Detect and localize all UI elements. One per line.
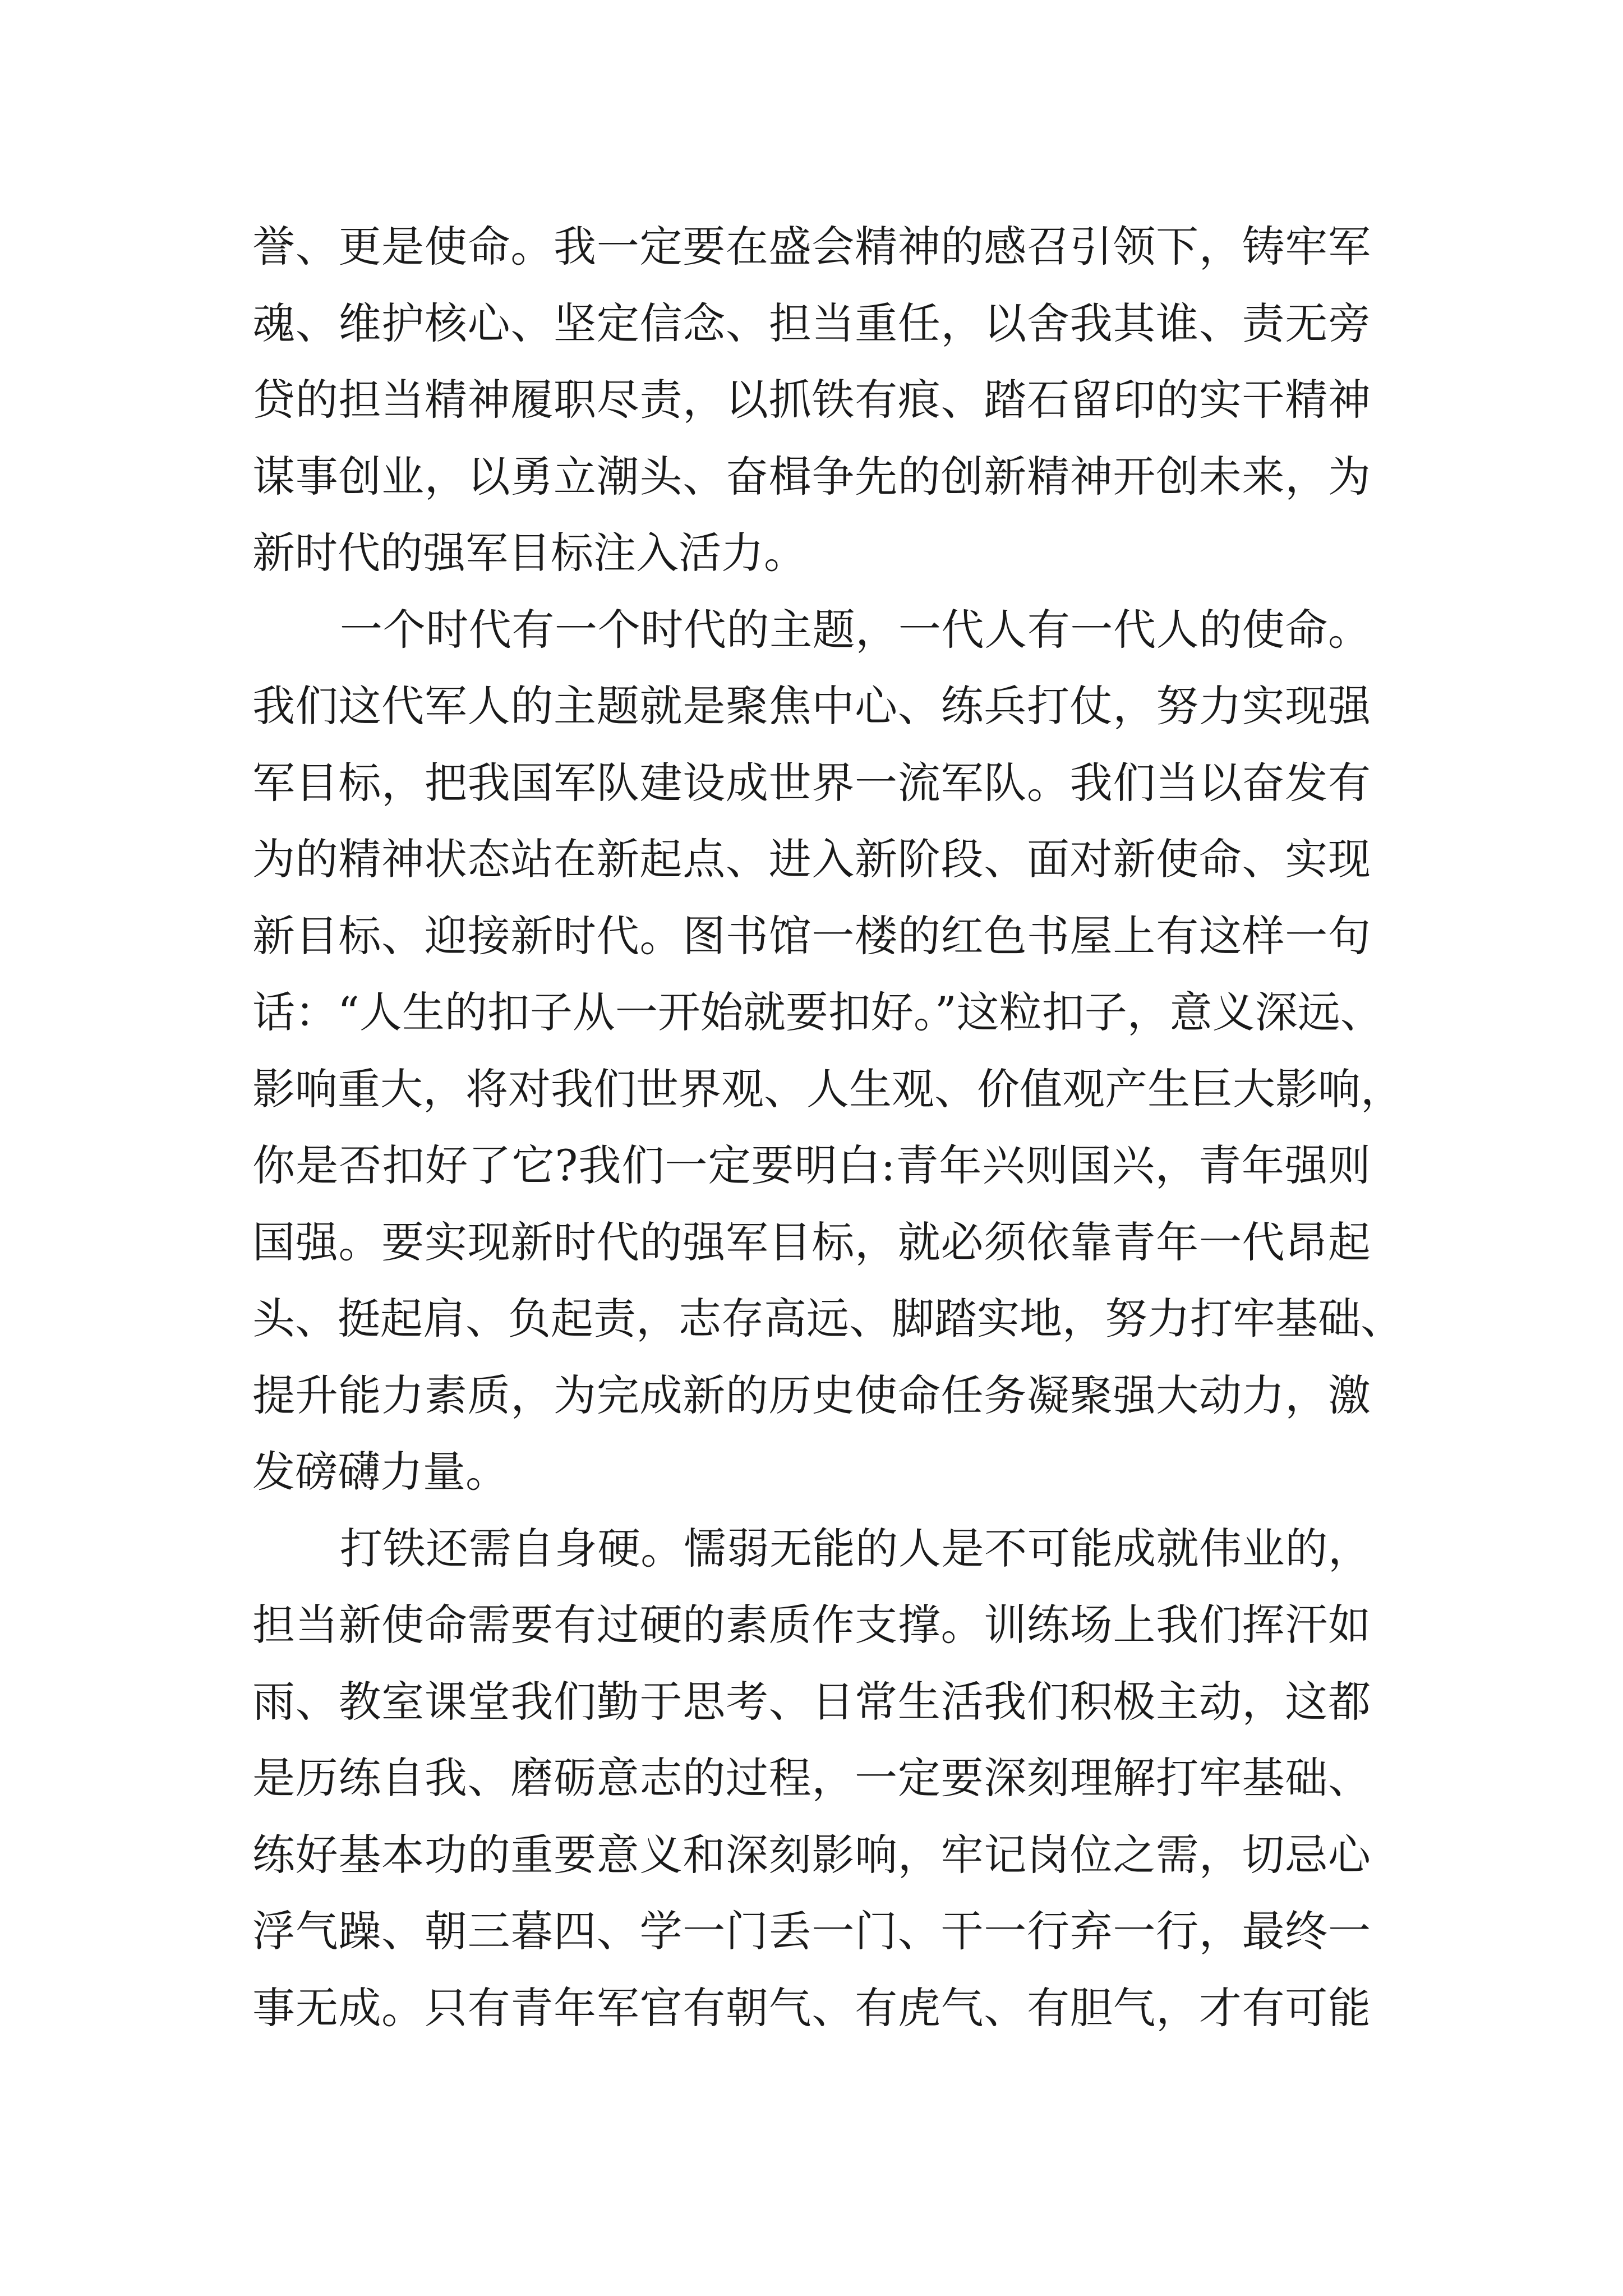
text-line: 练好基本功的重要意义和深刻影响，牢记岗位之需，切忌心	[252, 1829, 1371, 1880]
text-line: 浮气躁、朝三暮四、学一门丢一门、干一行弃一行，最终一	[252, 1906, 1371, 1956]
text-line: 你是否扣好了它?我们一定要明白:青年兴则国兴，青年强则	[252, 1140, 1371, 1190]
text-line: 头、挺起肩、负起责，志存高远、脚踏实地，努力打牢基础、	[252, 1294, 1403, 1343]
text-line: 为的精神状态站在新起点、进入新阶段、面对新使命、实现	[252, 834, 1371, 884]
text-line: 我们这代军人的主题就是聚焦中心、练兵打仗，努力实现强	[252, 681, 1371, 731]
body-text	[252, 209, 1403, 2046]
text-line: 谋事创业，以勇立潮头、奋楫争先的创新精神开创未来，为	[252, 451, 1371, 501]
text-line: 誉、更是使命。我一定要在盛会精神的感召引领下，铸牢军	[252, 222, 1371, 272]
text-line: 军目标，把我国军队建设成世界一流军队。我们当以奋发有	[252, 757, 1371, 808]
paragraph	[252, 592, 1403, 1511]
paragraph	[252, 209, 1371, 592]
text-line: 发磅礴力量。	[252, 1447, 508, 1497]
text-line: 魂、维护核心、坚定信念、担当重任，以舍我其谁、责无旁	[252, 298, 1371, 348]
text-line: 国强。要实现新时代的强军目标，就必须依靠青年一代昂起	[252, 1217, 1371, 1267]
text-line: 雨、教室课堂我们勤于思考、日常生活我们积极主动，这都	[252, 1676, 1371, 1727]
text-line: 贷的担当精神履职尽责，以抓铁有痕、踏石留印的实干精神	[252, 375, 1371, 425]
text-line: 提升能力素质，为完成新的历史使命任务凝聚强大动力，激	[252, 1370, 1371, 1420]
paragraph	[252, 1511, 1371, 2047]
text-line: 新目标、迎接新时代。图书馆一楼的红色书屋上有这样一句	[252, 910, 1371, 961]
text-line: 一个时代有一个时代的主题，一代人有一代人的使命。	[340, 604, 1371, 655]
text-line: 影响重大，将对我们世界观、人生观、价值观产生巨大影响，	[252, 1064, 1403, 1114]
text-line: 是历练自我、磨砺意志的过程，一定要深刻理解打牢基础、	[252, 1753, 1371, 1803]
text-line: 事无成。只有青年军官有朝气、有虎气、有胆气，才有可能	[252, 1982, 1371, 2033]
text-line: 担当新使命需要有过硬的素质作支撑。训练场上我们挥汗如	[252, 1600, 1371, 1650]
text-line: 新时代的强军目标注入活力。	[252, 528, 806, 578]
text-line: 打铁还需自身硬。懦弱无能的人是不可能成就伟业的，	[340, 1523, 1371, 1573]
text-line: 话：“人生的扣子从一开始就要扣好。”这粒扣子，意义深远、	[252, 987, 1383, 1037]
